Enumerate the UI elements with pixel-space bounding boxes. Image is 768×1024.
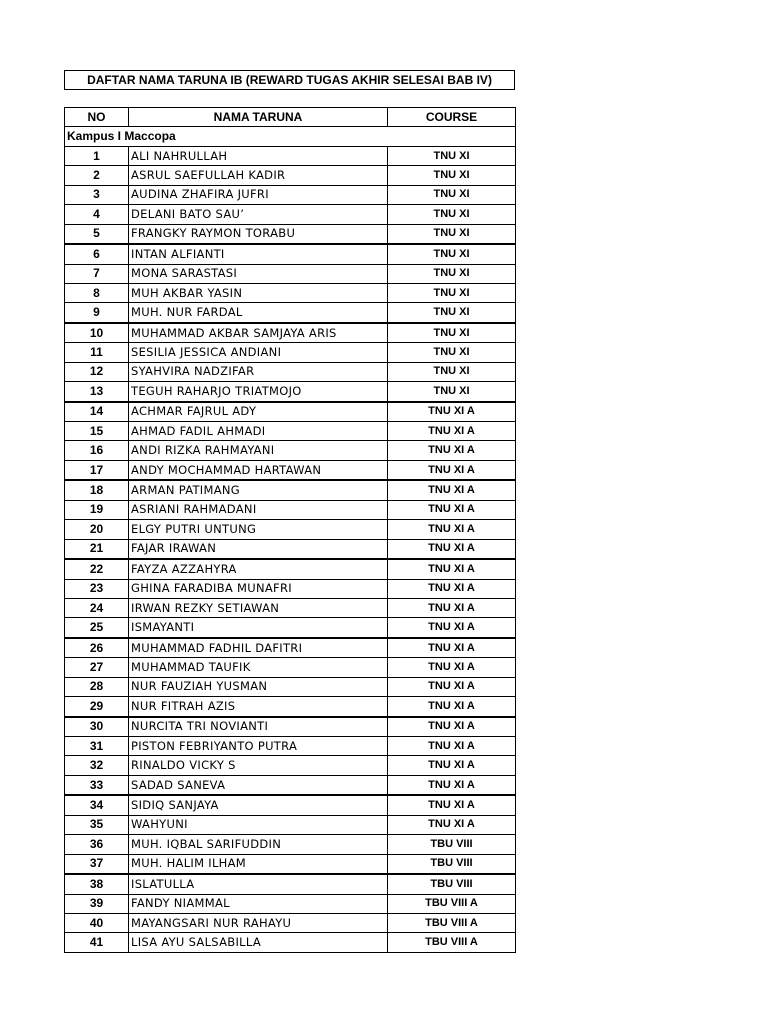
row-course: TNU XI A bbox=[388, 775, 516, 795]
column-header-no: NO bbox=[65, 108, 129, 127]
row-name: NUR FAUZIAH YUSMAN bbox=[129, 677, 388, 696]
row-name: ASRIANI RAHMADANI bbox=[129, 500, 388, 519]
roster-table bbox=[64, 107, 516, 953]
table-row bbox=[65, 500, 516, 519]
row-course: TBU VIII A bbox=[388, 933, 516, 952]
row-course: TBU VIII bbox=[388, 854, 516, 874]
table-row bbox=[65, 835, 516, 854]
table-row bbox=[65, 283, 516, 302]
row-name: FANDY NIAMMAL bbox=[129, 894, 388, 913]
row-number: 13 bbox=[65, 382, 129, 402]
row-course: TNU XI A bbox=[388, 598, 516, 617]
row-number: 7 bbox=[65, 264, 129, 283]
row-course: TNU XI A bbox=[388, 441, 516, 460]
table-row bbox=[65, 205, 516, 224]
row-course: TNU XI bbox=[388, 343, 516, 362]
table-row bbox=[65, 264, 516, 283]
row-number: 22 bbox=[65, 559, 129, 579]
row-number: 23 bbox=[65, 579, 129, 598]
row-name: PISTON FEBRIYANTO PUTRA bbox=[129, 737, 388, 756]
row-course: TNU XI A bbox=[388, 559, 516, 579]
row-course: TNU XI A bbox=[388, 795, 516, 815]
row-course: TBU VIII bbox=[388, 835, 516, 854]
row-course: TNU XI bbox=[388, 146, 516, 165]
row-course: TNU XI A bbox=[388, 677, 516, 696]
row-name: DELANI BATO SAU’ bbox=[129, 205, 388, 224]
row-number: 32 bbox=[65, 756, 129, 775]
row-number: 30 bbox=[65, 717, 129, 737]
row-name: ANDI RIZKA RAHMAYANI bbox=[129, 441, 388, 460]
row-name: ARMAN PATIMANG bbox=[129, 480, 388, 500]
table-row bbox=[65, 579, 516, 598]
table-row bbox=[65, 717, 516, 737]
row-number: 31 bbox=[65, 737, 129, 756]
row-course: TBU VIII A bbox=[388, 913, 516, 932]
row-name: MUH. HALIM ILHAM bbox=[129, 854, 388, 874]
table-row bbox=[65, 697, 516, 717]
table-row bbox=[65, 402, 516, 422]
table-row bbox=[65, 343, 516, 362]
table-row bbox=[65, 775, 516, 795]
row-course: TNU XI A bbox=[388, 460, 516, 480]
row-number: 35 bbox=[65, 815, 129, 834]
table-row bbox=[65, 323, 516, 343]
row-name: IRWAN REZKY SETIAWAN bbox=[129, 598, 388, 617]
row-name: NUR FITRAH AZIS bbox=[129, 697, 388, 717]
row-course: TNU XI bbox=[388, 205, 516, 224]
row-name: ELGY PUTRI UNTUNG bbox=[129, 520, 388, 539]
row-course: TNU XI bbox=[388, 362, 516, 381]
table-row bbox=[65, 166, 516, 185]
row-course: TNU XI A bbox=[388, 579, 516, 598]
row-name: ACHMAR FAJRUL ADY bbox=[129, 402, 388, 422]
row-name: MAYANGSARI NUR RAHAYU bbox=[129, 913, 388, 932]
row-number: 8 bbox=[65, 283, 129, 302]
table-row bbox=[65, 737, 516, 756]
campus-label: Kampus I Maccopa bbox=[65, 127, 516, 146]
row-name: ALI NAHRULLAH bbox=[129, 146, 388, 165]
row-name: MUHAMMAD FADHIL DAFITRI bbox=[129, 638, 388, 658]
row-course: TNU XI bbox=[388, 166, 516, 185]
row-number: 33 bbox=[65, 775, 129, 795]
row-number: 10 bbox=[65, 323, 129, 343]
row-number: 40 bbox=[65, 913, 129, 932]
table-row bbox=[65, 480, 516, 500]
row-number: 24 bbox=[65, 598, 129, 617]
table-row bbox=[65, 618, 516, 638]
row-name: SIDIQ SANJAYA bbox=[129, 795, 388, 815]
row-name: FAJAR IRAWAN bbox=[129, 539, 388, 559]
table-row bbox=[65, 146, 516, 165]
row-name: MUHAMMAD AKBAR SAMJAYA ARIS bbox=[129, 323, 388, 343]
row-number: 34 bbox=[65, 795, 129, 815]
row-course: TBU VIII A bbox=[388, 894, 516, 913]
row-number: 20 bbox=[65, 520, 129, 539]
row-name: ASRUL SAEFULLAH KADIR bbox=[129, 166, 388, 185]
row-name: TEGUH RAHARJO TRIATMOJO bbox=[129, 382, 388, 402]
row-number: 11 bbox=[65, 343, 129, 362]
table-row bbox=[65, 933, 516, 952]
row-number: 5 bbox=[65, 224, 129, 244]
table-row bbox=[65, 795, 516, 815]
row-name: ANDY MOCHAMMAD HARTAWAN bbox=[129, 460, 388, 480]
row-number: 38 bbox=[65, 874, 129, 894]
table-row bbox=[65, 658, 516, 677]
row-name: AHMAD FADIL AHMADI bbox=[129, 422, 388, 441]
row-name: SADAD SANEVA bbox=[129, 775, 388, 795]
row-name: FAYZA AZZAHYRA bbox=[129, 559, 388, 579]
table-row bbox=[65, 677, 516, 696]
roster-body bbox=[65, 127, 516, 952]
row-number: 1 bbox=[65, 146, 129, 165]
row-course: TNU XI A bbox=[388, 737, 516, 756]
row-name: WAHYUNI bbox=[129, 815, 388, 834]
column-header-name: NAMA TARUNA bbox=[129, 108, 388, 127]
row-name: LISA AYU SALSABILLA bbox=[129, 933, 388, 952]
table-row bbox=[65, 638, 516, 658]
row-course: TNU XI A bbox=[388, 756, 516, 775]
row-course: TNU XI bbox=[388, 185, 516, 204]
row-name: RINALDO VICKY S bbox=[129, 756, 388, 775]
row-course: TNU XI A bbox=[388, 539, 516, 559]
table-row bbox=[65, 224, 516, 244]
row-name: MONA SARASTASI bbox=[129, 264, 388, 283]
row-number: 19 bbox=[65, 500, 129, 519]
row-number: 39 bbox=[65, 894, 129, 913]
row-course: TNU XI A bbox=[388, 402, 516, 422]
table-row bbox=[65, 756, 516, 775]
row-name: SESILIA JESSICA ANDIANI bbox=[129, 343, 388, 362]
row-name: MUH. IQBAL SARIFUDDIN bbox=[129, 835, 388, 854]
row-course: TNU XI A bbox=[388, 480, 516, 500]
row-name: MUHAMMAD TAUFIK bbox=[129, 658, 388, 677]
row-course: TNU XI A bbox=[388, 815, 516, 834]
row-number: 28 bbox=[65, 677, 129, 696]
table-row bbox=[65, 598, 516, 617]
row-name: GHINA FARADIBA MUNAFRI bbox=[129, 579, 388, 598]
row-number: 36 bbox=[65, 835, 129, 854]
table-row bbox=[65, 815, 516, 834]
row-course: TNU XI bbox=[388, 244, 516, 264]
table-row bbox=[65, 460, 516, 480]
row-name: ISMAYANTI bbox=[129, 618, 388, 638]
table-row bbox=[65, 244, 516, 264]
row-name: MUH AKBAR YASIN bbox=[129, 283, 388, 302]
row-number: 37 bbox=[65, 854, 129, 874]
row-name: AUDINA ZHAFIRA JUFRI bbox=[129, 185, 388, 204]
row-name: FRANGKY RAYMON TORABU bbox=[129, 224, 388, 244]
row-number: 18 bbox=[65, 480, 129, 500]
row-number: 4 bbox=[65, 205, 129, 224]
row-name: ISLATULLA bbox=[129, 874, 388, 894]
row-course: TNU XI A bbox=[388, 520, 516, 539]
table-row bbox=[65, 894, 516, 913]
table-row bbox=[65, 520, 516, 539]
row-course: TNU XI bbox=[388, 382, 516, 402]
table-row bbox=[65, 854, 516, 874]
campus-row bbox=[65, 127, 516, 146]
column-header-course: COURSE bbox=[388, 108, 516, 127]
row-number: 3 bbox=[65, 185, 129, 204]
row-course: TNU XI A bbox=[388, 618, 516, 638]
document-title: DAFTAR NAMA TARUNA IB (REWARD TUGAS AKHIR SELESAI BAB IV) bbox=[64, 70, 515, 90]
table-row bbox=[65, 913, 516, 932]
row-name: SYAHVIRA NADZIFAR bbox=[129, 362, 388, 381]
row-name: INTAN ALFIANTI bbox=[129, 244, 388, 264]
row-number: 6 bbox=[65, 244, 129, 264]
row-course: TNU XI bbox=[388, 224, 516, 244]
table-row bbox=[65, 303, 516, 323]
row-course: TNU XI bbox=[388, 283, 516, 302]
row-number: 26 bbox=[65, 638, 129, 658]
row-course: TNU XI A bbox=[388, 658, 516, 677]
row-course: TNU XI A bbox=[388, 697, 516, 717]
row-course: TNU XI bbox=[388, 264, 516, 283]
row-course: TNU XI A bbox=[388, 500, 516, 519]
row-number: 41 bbox=[65, 933, 129, 952]
row-course: TNU XI A bbox=[388, 638, 516, 658]
table-row bbox=[65, 362, 516, 381]
row-course: TNU XI A bbox=[388, 717, 516, 737]
row-course: TNU XI bbox=[388, 303, 516, 323]
row-course: TNU XI bbox=[388, 323, 516, 343]
row-course: TNU XI A bbox=[388, 422, 516, 441]
table-header-row bbox=[65, 108, 516, 127]
row-number: 15 bbox=[65, 422, 129, 441]
table-row bbox=[65, 382, 516, 402]
row-number: 29 bbox=[65, 697, 129, 717]
table-row bbox=[65, 422, 516, 441]
table-row bbox=[65, 559, 516, 579]
row-number: 12 bbox=[65, 362, 129, 381]
table-row bbox=[65, 185, 516, 204]
table-row bbox=[65, 539, 516, 559]
row-number: 21 bbox=[65, 539, 129, 559]
row-course: TBU VIII bbox=[388, 874, 516, 894]
row-number: 17 bbox=[65, 460, 129, 480]
row-name: NURCITA TRI NOVIANTI bbox=[129, 717, 388, 737]
row-number: 27 bbox=[65, 658, 129, 677]
row-number: 14 bbox=[65, 402, 129, 422]
row-number: 2 bbox=[65, 166, 129, 185]
table-row bbox=[65, 874, 516, 894]
table-row bbox=[65, 441, 516, 460]
row-number: 9 bbox=[65, 303, 129, 323]
row-number: 16 bbox=[65, 441, 129, 460]
row-number: 25 bbox=[65, 618, 129, 638]
row-name: MUH. NUR FARDAL bbox=[129, 303, 388, 323]
